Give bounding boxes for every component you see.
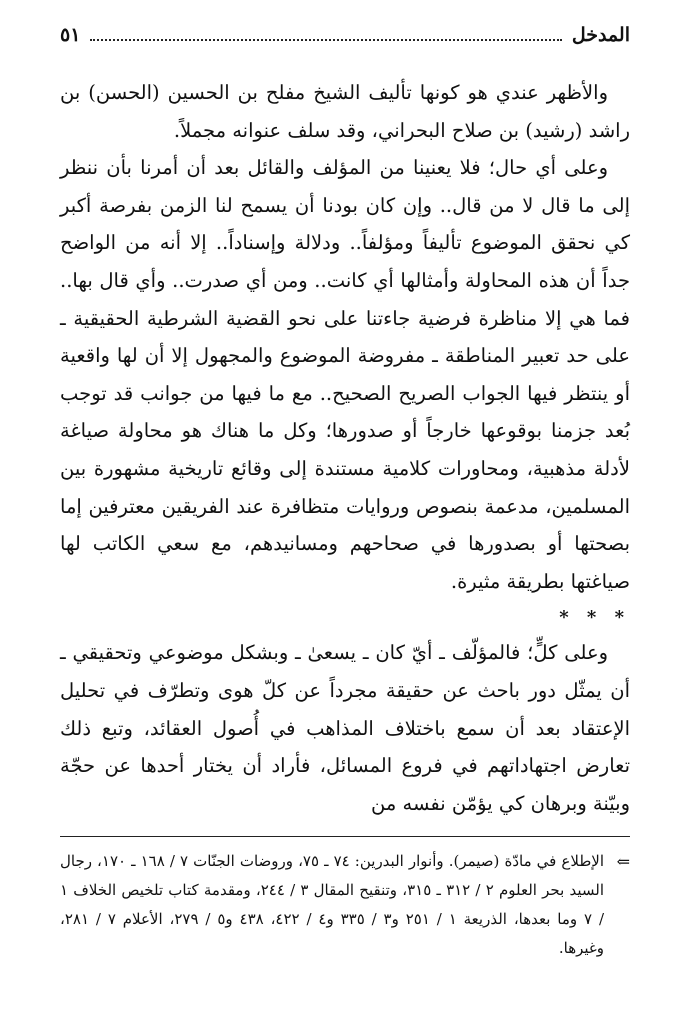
paragraph-2: وعلى أي حال؛ فلا يعنينا من المؤلف والقائل بعد أن أمرنا بأن ننظر إلى ما قال لا من قال.. وإن كان بودنا أن يسمح لنا الزمن بفرصة أكبر كي نحقق الموضوع تأليفاً ومؤلفاً.. ودلالة وإسناداً.. إلا أنه من الواضح جداً أن هذه المحاولة وأمثالها أي كانت.. ومن أي صدرت.. وأي قال بها.. فما هي إلا مناظرة فرضية جاءتنا على نحو القضية الشرطية الحقيقية ـ على حد تعبير المناطقة ـ مفروضة الموضوع والمجهول إلا أن لها واقعية أو ينتظر فيها الجواب الصريح الصحيح.. مع ما فيها من جوانب قد توجب بُعد جزمنا بوقوعها خارجاً أو صدورها؛ وكل ما هناك هو محاولة صياغة لأدلة مذهبية، ومحاورات كلامية مستندة إلى وقائع تاريخية مشهورة بين المسلمين، مدعمة بنصوص وروايات متظافرة عند الفريقين معترفين إما بصحتها أو بصدورها في صحاحهم ومسانيدهم، مع سعي الكاتب لها صياغتها بطريقة مثيرة. — [60, 156, 630, 593]
section-separator: * * * — [559, 607, 630, 629]
paragraph-1: والأظهر عندي هو كونها تأليف الشيخ مفلح بن الحسين (الحسن) بن راشد (رشيد) بن صلاح البحراني، وقد سلف عنوانه مجملاً. — [60, 81, 630, 142]
footnote-text: الإطلاع في مادّة (صيمر). وأنوار البدرين: ٧٤ ـ ٧٥، وروضات الجنّات ٧ / ١٦٨ ـ ١٧٠، رجال السيد بحر العلوم ٢ / ٣١٢ ـ ٣١٥، وتنقيح المقال ٣ / ٢٤٤، ومقدمة كتاب تلخيص الخلاف ١ / ٧ وما بعدها، الذريعة ١ / ٢٥١ و٣ / ٣٣٥ و٤ / ٤٢٢، ٤٣٨ و٥ / ٢٧٩، الأعلام ٧ / ٢٨١، وغيرها. — [60, 852, 605, 958]
chapter-title: المدخل — [571, 24, 630, 46]
footnote — [60, 847, 630, 963]
page-number: ٥١ — [60, 24, 81, 46]
main-text — [60, 74, 630, 822]
paragraph-3: وعلى كلٍّ؛ فالمؤلّف ـ أيّ كان ـ يسعىٰ ـ وبشكل موضوعي وتحقيقي ـ أن يمثّل دور باحث عن حقيقة مجرداً عن كلّ هوى وتطرّف في تحليل الإعتقاد بعد أن سمع باختلاف المذاهب في أُصول العقائد، وتبع ذلك تعارض اجتهاداتهم في فروع المسائل، فأراد أن يختار أحدها عن حجّة وبيّنة وبرهان كي يؤمّن نفسه من — [60, 641, 630, 815]
footnote-divider — [60, 836, 630, 837]
continuation-arrow-icon: ⇐ — [616, 852, 630, 872]
book-page — [60, 24, 630, 963]
leader-dots — [90, 27, 561, 41]
running-header — [60, 24, 630, 58]
